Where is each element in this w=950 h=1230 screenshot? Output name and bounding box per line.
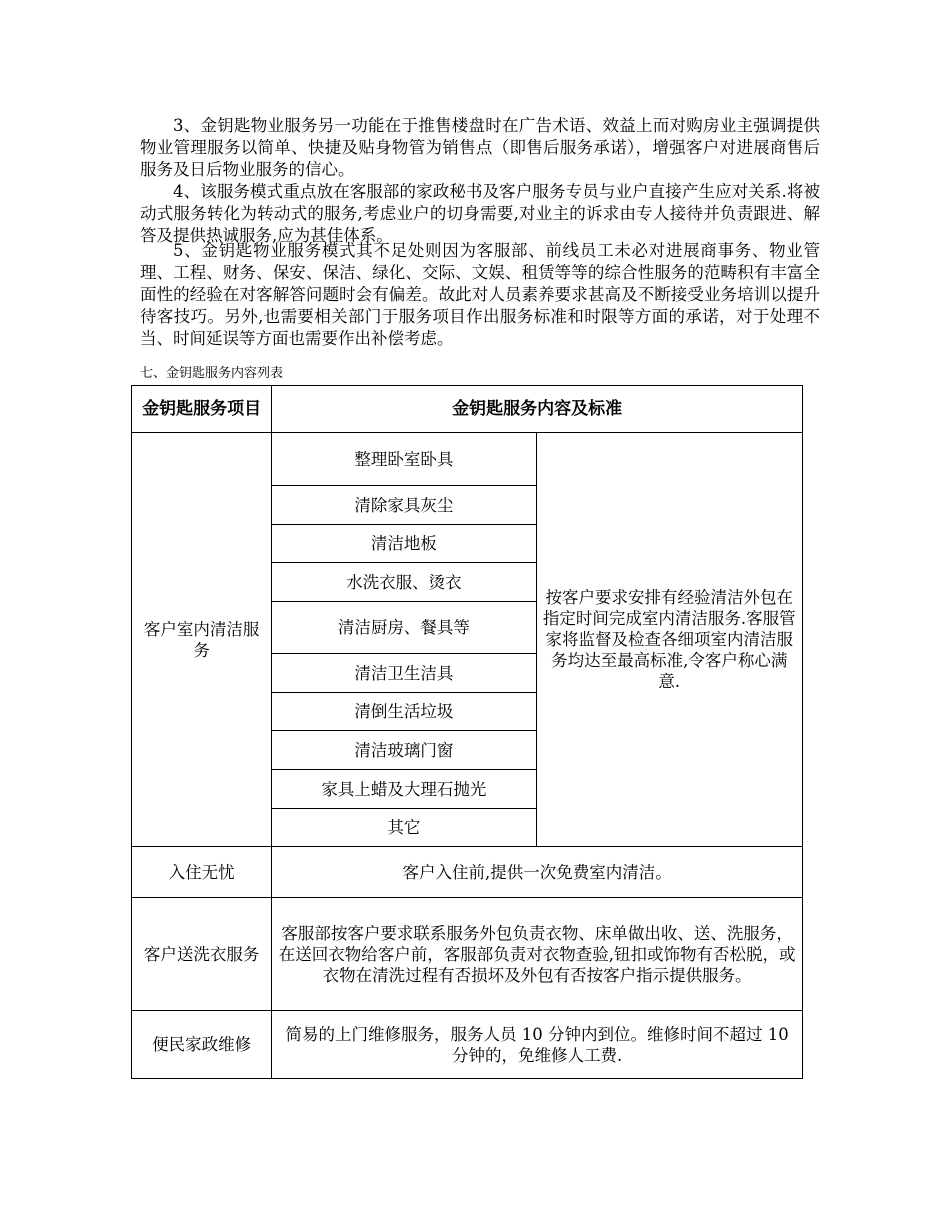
table-row xyxy=(132,433,803,486)
cleaning-item: 清洁地板 xyxy=(272,525,536,563)
header-service-content: 金钥匙服务内容及标准 xyxy=(272,386,803,433)
cleaning-item: 清洁玻璃门窗 xyxy=(272,731,536,770)
cleaning-item: 清洁厨房、餐具等 xyxy=(272,602,536,654)
table-row xyxy=(132,1011,803,1079)
table-row xyxy=(132,847,803,898)
service-content: 客服部按客户要求联系服务外包负责衣物、床单做出收、送、洗服务，在送回衣物给客户前，客服部负责对衣物查验,钮扣或饰物有否松脱，或衣物在清洗过程有否损坏及外包有否按客户指示提供服务。 xyxy=(272,898,803,1011)
cleaning-item: 清除家具灰尘 xyxy=(272,486,536,525)
cleaning-item: 清倒生活垃圾 xyxy=(272,693,536,731)
table-header-row xyxy=(132,386,803,433)
service-content: 简易的上门维修服务，服务人员 10 分钟内到位。维修时间不超过 10 分钟的，免维修人工费. xyxy=(272,1011,803,1079)
table-caption: 七、金钥匙服务内容列表 xyxy=(140,366,284,381)
cleaning-item: 家具上蜡及大理石抛光 xyxy=(272,770,536,809)
service-table xyxy=(131,385,803,1079)
table-row xyxy=(132,898,803,1011)
cleaning-item: 清洁卫生洁具 xyxy=(272,654,536,693)
cleaning-item: 其它 xyxy=(272,809,536,847)
paragraph-3: 3、金钥匙物业服务另一功能在于推售楼盘时在广告术语、效益上而对购房业主强调提供物业管理服务以简单、快捷及贴身物管为销售点（即售后服务承诺），增强客户对进展商售后服务及日后物业服务的信心。 xyxy=(140,116,820,179)
service-name: 入住无忧 xyxy=(132,847,272,898)
service-name: 便民家政维修 xyxy=(132,1011,272,1079)
service-content: 客户入住前,提供一次免费室内清洁。 xyxy=(272,847,803,898)
cleaning-item: 水洗衣服、烫衣 xyxy=(272,563,536,602)
cleaning-service-standard: 按客户要求安排有经验清洁外包在指定时间完成室内清洁服务.客服管家将监督及检查各细项室内清洁服务均达至最高标准,令客户称心满意. xyxy=(536,433,802,847)
cleaning-item: 整理卧室卧具 xyxy=(272,433,536,486)
paragraph-4: 4、该服务模式重点放在客服部的家政秘书及客户服务专员与业户直接产生应对关系.将被动式服务转化为转动式的服务,考虑业户的切身需要,对业主的诉求由专人接待并负责跟进、解答及提供热诚服务,应为甚佳体系。 xyxy=(140,182,820,245)
header-service-item: 金钥匙服务项目 xyxy=(132,386,272,433)
cleaning-service-name: 客户室内清洁服务 xyxy=(132,433,272,847)
paragraph-5: 5、金钥匙物业服务模式其不足处则因为客服部、前线员工未必对进展商事务、物业管理、工程、财务、保安、保洁、绿化、交际、文娱、租赁等等的综合性服务的范畴积有丰富全面性的经验在对客解答问题时会有偏差。故此对人员素养要求甚高及不断接受业务培训以提升待客技巧。另外,也需要相关部门于服务项目作出服务标准和时限等方面的承诺，对于处理不当、时间延误等方面也需要作出补偿考虑。 xyxy=(140,241,820,348)
service-name: 客户送洗衣服务 xyxy=(132,898,272,1011)
